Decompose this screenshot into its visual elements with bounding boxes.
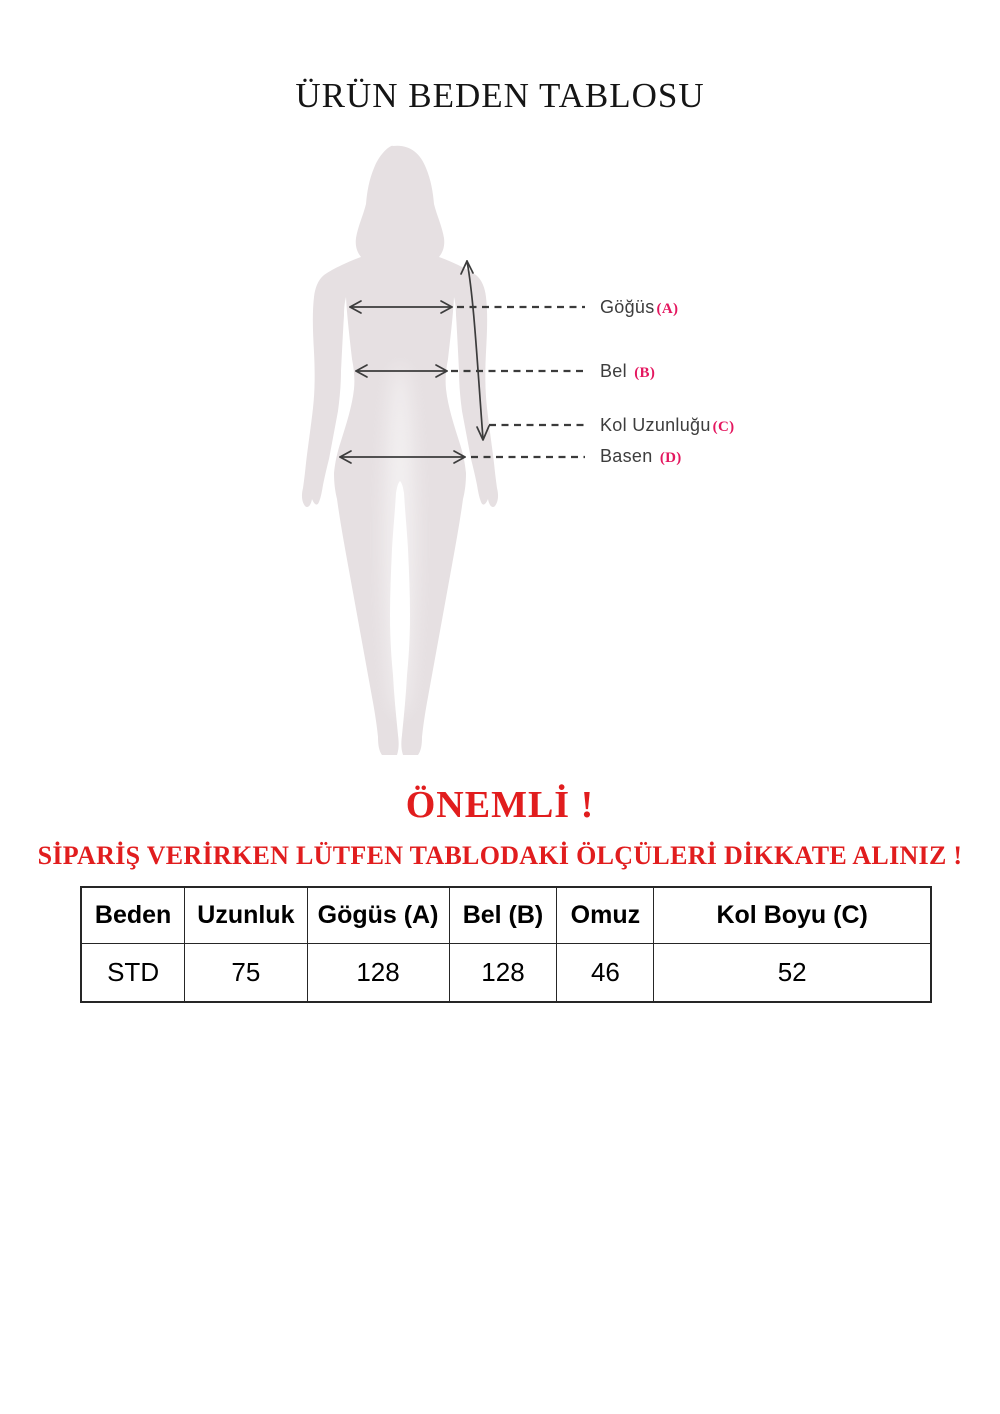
measurement-label-chest [600,296,678,318]
size-table-header-row [81,887,931,944]
cell-kol-boyu: 52 [654,944,931,1003]
body-measurement-diagram [280,130,760,770]
cell-uzunluk: 75 [185,944,307,1003]
cell-beden: STD [81,944,185,1003]
cell-omuz: 46 [557,944,654,1003]
cell-gogus: 128 [307,944,449,1003]
warning-text: SİPARİŞ VERİRKEN LÜTFEN TABLODAKİ ÖLÇÜLERİ DİKKATE ALINIZ ! [37,841,963,870]
header-omuz: Omuz [557,887,654,944]
measurement-label-arm-length [600,414,734,436]
size-table-row [81,944,931,1003]
page-title: ÜRÜN BEDEN TABLOSU [295,76,705,115]
measurement-label-hip [600,445,682,467]
measurement-text: Göğüs [600,297,655,317]
header-kol-boyu: Kol Boyu (C) [654,887,931,944]
measurement-code: (D) [659,450,682,466]
cell-bel: 128 [449,944,557,1003]
measurement-text: Basen [600,446,653,466]
measurement-text: Kol Uzunluğu [600,415,711,435]
measurement-code: (C) [712,419,735,435]
important-heading: ÖNEMLİ ! [405,784,595,826]
silhouette-highlight [385,365,415,715]
measurement-code: (A) [656,301,679,317]
measurement-text: Bel [600,361,627,381]
header-beden: Beden [81,887,185,944]
size-table [80,886,932,1003]
measurement-label-waist [600,360,655,382]
header-gogus: Gögüs (A) [307,887,449,944]
header-bel: Bel (B) [449,887,557,944]
header-uzunluk: Uzunluk [185,887,307,944]
measurement-code: (B) [634,365,656,381]
